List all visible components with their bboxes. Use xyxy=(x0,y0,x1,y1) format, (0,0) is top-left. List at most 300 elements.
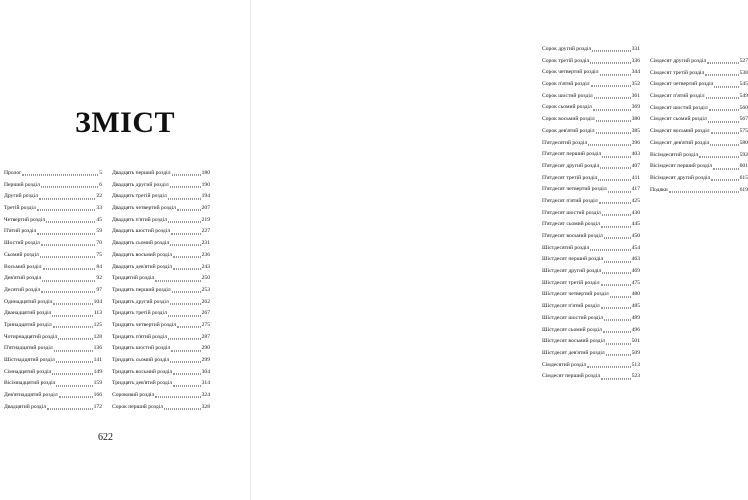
toc-entry-page: 314 xyxy=(201,380,210,387)
toc-entry-page: 236 xyxy=(201,251,210,258)
dot-leader xyxy=(56,385,92,386)
toc-entry-title: Четвертий розділ xyxy=(4,216,46,223)
toc-entry-title: Шістдесят другий розділ xyxy=(542,268,602,275)
toc-entry-page: 75 xyxy=(96,251,102,258)
dot-leader xyxy=(608,191,631,192)
toc-entry xyxy=(4,308,102,320)
toc-entry xyxy=(650,138,748,150)
toc-entry-title: Сімдесят шостий розділ xyxy=(650,104,708,111)
toc-entry xyxy=(542,301,640,313)
toc-entry-page: 469 xyxy=(631,268,640,275)
toc-entry-page: 527 xyxy=(739,58,748,64)
dot-leader xyxy=(710,145,738,146)
toc-entry xyxy=(112,250,210,262)
toc-entry-page: 262 xyxy=(201,298,210,305)
toc-entry-page: 575 xyxy=(739,128,748,135)
toc-entry-title: Сорок сьомий розділ xyxy=(542,104,592,111)
toc-entry-title: Сьомий розділ xyxy=(4,251,39,258)
toc-entry xyxy=(4,378,102,390)
toc-entry-title: П'ятдесят третій розділ xyxy=(542,174,598,181)
toc-entry xyxy=(542,138,640,150)
toc-entry-title: Сімдесят другий розділ xyxy=(650,58,707,64)
toc-entry-page: 454 xyxy=(631,244,640,251)
toc-entry-page: 159 xyxy=(93,380,102,387)
toc-entry-title: Вісімдесят другий розділ xyxy=(650,174,711,181)
toc-entry-page: 445 xyxy=(631,221,640,228)
dot-leader xyxy=(604,320,631,321)
toc-entry-title: Тридцять другий розділ xyxy=(112,298,169,305)
toc-entry-title: П'ятдесят другий розділ xyxy=(542,162,600,169)
dot-leader xyxy=(705,75,738,76)
toc-entry-title: Сорок дев'ятий розділ xyxy=(542,127,595,134)
dot-leader xyxy=(592,51,630,52)
dot-leader xyxy=(606,355,631,356)
toc-entry xyxy=(542,114,640,126)
toc-entry xyxy=(542,102,640,114)
dot-leader xyxy=(177,210,201,211)
toc-column-1 xyxy=(4,168,102,413)
dot-leader xyxy=(706,98,739,99)
toc-entry xyxy=(4,238,102,250)
dot-leader xyxy=(170,303,201,304)
dot-leader xyxy=(587,366,631,367)
toc-entry-page: 149 xyxy=(93,368,102,375)
toc-entry xyxy=(112,180,210,192)
toc-entry xyxy=(112,308,210,320)
dot-leader xyxy=(41,187,98,188)
toc-entry xyxy=(4,297,102,309)
toc-entry-title: П'ятдесят шостий розділ xyxy=(542,209,601,216)
dot-leader xyxy=(58,338,92,339)
toc-entry-page: 5 xyxy=(99,170,102,176)
dot-leader xyxy=(168,338,201,339)
toc-entry-page: 567 xyxy=(739,116,748,123)
dot-leader xyxy=(172,292,201,293)
dot-leader xyxy=(602,156,630,157)
toc-entry xyxy=(112,378,210,390)
toc-entry-title: Вісімдесятий розділ xyxy=(650,151,699,158)
toc-entry xyxy=(650,185,748,197)
dot-leader xyxy=(168,222,201,223)
dot-leader xyxy=(37,233,95,234)
toc-entry xyxy=(4,285,102,297)
toc-entry-title: Чотирнадцятий розділ xyxy=(4,333,58,340)
toc-entry-page: 545 xyxy=(739,81,748,88)
toc-entry-page: 194 xyxy=(201,193,210,200)
toc-entry-page: 369 xyxy=(631,104,640,111)
toc-entry-title: Шістдесят третій розділ xyxy=(542,279,600,286)
toc-entry-title: Перший розділ xyxy=(4,181,40,188)
toc-entry-page: 361 xyxy=(631,92,640,99)
toc-entry-page: 480 xyxy=(631,291,640,298)
dot-leader xyxy=(22,175,98,176)
toc-entry xyxy=(542,56,640,68)
toc-entry xyxy=(112,273,210,285)
toc-entry-title: Тринадцятий розділ xyxy=(4,321,52,328)
toc-entry xyxy=(112,215,210,227)
dot-leader xyxy=(37,210,96,211)
toc-entry-page: 113 xyxy=(93,310,102,317)
page-number: 622 xyxy=(98,432,113,443)
toc-entry-title: Двадцять четвертий розділ xyxy=(112,205,176,212)
toc-entry-page: 231 xyxy=(201,240,210,247)
toc-entry xyxy=(542,266,640,278)
toc-entry xyxy=(542,44,640,56)
dot-leader xyxy=(41,245,96,246)
toc-entry-page: 380 xyxy=(631,116,640,123)
toc-entry-page: 509 xyxy=(631,349,640,356)
dot-leader xyxy=(43,268,96,269)
toc-entry-page: 411 xyxy=(631,174,640,181)
dot-leader xyxy=(711,133,739,134)
toc-entry-title: Шістдесят четвертий розділ xyxy=(542,291,609,298)
toc-entry xyxy=(4,180,102,192)
toc-entry-title: Шістдесят перший розділ xyxy=(542,256,604,263)
toc-entry-page: 615 xyxy=(739,174,748,181)
toc-column-4 xyxy=(650,56,748,196)
toc-entry xyxy=(542,325,640,337)
toc-entry-page: 227 xyxy=(201,228,210,235)
dot-leader xyxy=(164,409,201,410)
left-page xyxy=(0,0,250,500)
toc-entry-page: 396 xyxy=(631,139,640,146)
dot-leader xyxy=(594,98,631,99)
dot-leader xyxy=(606,343,631,344)
dot-leader xyxy=(171,233,200,234)
toc-entry-page: 385 xyxy=(631,127,640,134)
toc-entry xyxy=(650,103,748,115)
toc-entry xyxy=(650,68,748,80)
toc-entry xyxy=(112,191,210,203)
dot-leader xyxy=(53,327,93,328)
dot-leader xyxy=(713,168,739,169)
toc-entry-title: Сімдесятий розділ xyxy=(542,361,587,368)
toc-entry-page: 475 xyxy=(631,279,640,286)
toc-entry-title: Тридцять четвертий розділ xyxy=(112,321,177,328)
toc-entry xyxy=(542,278,640,290)
toc-entry-page: 328 xyxy=(201,403,210,410)
toc-entry-title: Двадцять восьмий розділ xyxy=(112,251,173,258)
toc-entry-title: Сімдесят п'ятий розділ xyxy=(650,93,705,100)
toc-entry xyxy=(542,313,640,325)
dot-leader xyxy=(170,187,201,188)
toc-entry xyxy=(4,262,102,274)
toc-entry xyxy=(112,343,210,355)
dot-leader xyxy=(173,385,201,386)
toc-entry xyxy=(542,219,640,231)
toc-entry xyxy=(112,203,210,215)
toc-entry-title: Сімдесят дев'ятий розділ xyxy=(650,139,710,146)
toc-entry-page: 97 xyxy=(96,286,102,293)
dot-leader xyxy=(596,121,631,122)
toc-entry-page: 290 xyxy=(201,345,210,352)
toc-entry-title: Тридцять восьмий розділ xyxy=(112,368,173,375)
toc-entry-page: 485 xyxy=(631,303,640,310)
toc-entry-title: Двадцятий розділ xyxy=(4,403,47,410)
toc-entry xyxy=(542,371,640,383)
toc-entry-title: Тридцять сьомий розділ xyxy=(112,357,170,363)
toc-entry xyxy=(4,355,102,367)
toc-entry xyxy=(4,226,102,238)
toc-entry-title: Подяки xyxy=(650,186,668,193)
toc-entry xyxy=(542,126,640,138)
toc-entry-title: Сімдесят восьмий розділ xyxy=(650,128,710,135)
toc-entry-page: 336 xyxy=(631,57,640,64)
dot-leader xyxy=(591,86,631,87)
toc-entry xyxy=(542,79,640,91)
toc-entry xyxy=(542,336,640,348)
toc-entry xyxy=(112,367,210,379)
toc-entry xyxy=(4,367,102,379)
toc-entry xyxy=(542,360,640,372)
toc-entry-title: Третій розділ xyxy=(4,205,36,212)
toc-entry-title: Сімдесят четвертий розділ xyxy=(650,81,714,88)
toc-entry xyxy=(4,402,102,414)
toc-entry-page: 275 xyxy=(201,321,210,328)
toc-entry-page: 501 xyxy=(631,338,640,345)
toc-entry-title: Двадцять перший розділ xyxy=(112,170,171,176)
dot-leader xyxy=(599,203,631,204)
toc-entry xyxy=(4,332,102,344)
toc-entry-page: 166 xyxy=(93,392,102,399)
dot-leader xyxy=(699,156,738,157)
dot-leader xyxy=(168,198,201,199)
toc-entry-page: 136 xyxy=(93,345,102,352)
dot-leader xyxy=(604,238,631,239)
toc-entry xyxy=(542,161,640,173)
toc-entry-page: 592 xyxy=(739,151,748,158)
toc-entry-page: 324 xyxy=(201,392,210,399)
toc-entry-title: П'ятий розділ xyxy=(4,228,37,235)
toc-entry-title: П'ятдесят перший розділ xyxy=(542,151,602,158)
toc-entry xyxy=(650,114,748,126)
dot-leader xyxy=(170,245,200,246)
toc-entry-page: 125 xyxy=(93,321,102,328)
toc-entry-title: Шістдесят шостий розділ xyxy=(542,314,603,321)
toc-entry xyxy=(650,150,748,162)
toc-entry-page: 104 xyxy=(93,298,102,305)
dot-leader xyxy=(46,222,95,223)
toc-entry-title: Сімдесят сьомий розділ xyxy=(650,116,707,123)
dot-leader xyxy=(173,257,201,258)
toc-entry-title: П'ятдесят восьмий розділ xyxy=(542,233,603,239)
toc-entry xyxy=(112,262,210,274)
toc-entry-page: 549 xyxy=(739,93,748,100)
toc-entry-title: Одинадцятий розділ xyxy=(4,298,53,305)
toc-entry-title: Сорок третій розділ xyxy=(542,57,590,64)
toc-entry-title: Двадцять дев'ятий розділ xyxy=(112,263,172,270)
toc-entry-page: 344 xyxy=(631,69,640,76)
toc-entry xyxy=(542,173,640,185)
toc-entry xyxy=(650,126,748,138)
dot-leader xyxy=(602,214,631,215)
dot-leader xyxy=(40,257,96,258)
toc-entry-title: Сімнадцятий розділ xyxy=(4,368,52,375)
toc-entry xyxy=(542,231,640,243)
toc-entry-page: 489 xyxy=(631,314,640,321)
toc-entry-title: Сорок перший розділ xyxy=(112,403,164,410)
toc-entry-title: Сімдесят перший розділ xyxy=(542,373,601,380)
toc-entry-title: Тридцятий розділ xyxy=(112,275,155,282)
toc-entry-title: Пролог xyxy=(4,170,22,176)
toc-entry-page: 299 xyxy=(201,357,210,363)
dot-leader xyxy=(714,86,738,87)
dot-leader xyxy=(711,180,738,181)
toc-entry xyxy=(4,343,102,355)
toc-entry xyxy=(542,67,640,79)
toc-entry-title: Сорок шостий розділ xyxy=(542,92,593,99)
toc-entry-page: 513 xyxy=(631,361,640,368)
toc-entry-title: П'ятдесят сьомий розділ xyxy=(542,221,600,228)
toc-entry xyxy=(650,56,748,68)
toc-entry-title: П'ятдесятий розділ xyxy=(542,139,588,146)
dot-leader xyxy=(168,315,201,316)
toc-entry-title: Шістдесят сьомий розділ xyxy=(542,326,602,333)
toc-entry-title: Шістдесят п'ятий розділ xyxy=(542,303,600,310)
toc-entry xyxy=(542,243,640,255)
toc-entry-title: П'ятдесят четвертий розділ xyxy=(542,186,607,193)
toc-entry xyxy=(4,191,102,203)
toc-entry-title: Сорок четвертий розділ xyxy=(542,69,599,76)
dot-leader xyxy=(155,280,200,281)
toc-entry xyxy=(4,203,102,215)
toc-entry-page: 352 xyxy=(631,81,640,88)
toc-entry xyxy=(650,91,748,103)
dot-leader xyxy=(590,250,630,251)
toc-entry xyxy=(650,79,748,91)
toc-entry-page: 250 xyxy=(201,275,210,282)
toc-entry xyxy=(4,168,102,180)
toc-entry-page: 496 xyxy=(631,326,640,333)
toc-entry-page: 463 xyxy=(631,256,640,263)
toc-entry-page: 128 xyxy=(93,333,102,340)
toc-entry-page: 6 xyxy=(99,181,102,188)
toc-entry xyxy=(112,285,210,297)
toc-entry xyxy=(650,173,748,185)
toc-entry-page: 417 xyxy=(631,186,640,193)
toc-entry-page: 253 xyxy=(201,286,210,293)
dot-leader xyxy=(173,374,200,375)
toc-entry-page: 33 xyxy=(96,205,102,212)
toc-entry-page: 190 xyxy=(201,181,210,188)
toc-entry xyxy=(4,215,102,227)
dot-leader xyxy=(600,74,631,75)
toc-entry xyxy=(542,348,640,360)
toc-entry-page: 304 xyxy=(201,368,210,375)
dot-leader xyxy=(603,331,631,332)
toc-entry-title: Тридцять третій розділ xyxy=(112,310,167,317)
toc-entry-page: 267 xyxy=(201,310,210,317)
toc-entry-page: 403 xyxy=(631,151,640,158)
toc-entry-page: 580 xyxy=(739,139,748,146)
dot-leader xyxy=(601,378,631,379)
page-title: ЗМІСТ xyxy=(75,106,175,139)
dot-leader xyxy=(598,179,630,180)
toc-entry-title: Сімдесят третій розділ xyxy=(650,69,705,76)
dot-leader xyxy=(601,285,631,286)
dot-leader xyxy=(596,133,631,134)
toc-entry-title: Тридцять п'ятий розділ xyxy=(112,333,168,340)
toc-entry-title: Сорок другий розділ xyxy=(542,46,592,52)
toc-entry-page: 59 xyxy=(96,228,102,235)
toc-entry xyxy=(112,332,210,344)
toc-entry xyxy=(542,289,640,301)
dot-leader xyxy=(41,292,95,293)
toc-entry-page: 331 xyxy=(631,46,640,52)
toc-entry-title: Сорок восьмий розділ xyxy=(542,116,595,123)
dot-leader xyxy=(601,308,631,309)
toc-entry-title: Шостий розділ xyxy=(4,240,40,247)
dot-leader xyxy=(588,144,630,145)
toc-entry-title: Дванадцятий розділ xyxy=(4,310,52,317)
toc-entry xyxy=(542,196,640,208)
toc-entry xyxy=(112,355,210,367)
toc-entry-title: Двадцять п'ятий розділ xyxy=(112,216,167,223)
toc-entry-title: Двадцять сьомий розділ xyxy=(112,240,170,247)
dot-leader xyxy=(56,362,93,363)
toc-entry-page: 287 xyxy=(201,333,210,340)
toc-entry-title: Вісімдесят перший розділ xyxy=(650,163,713,170)
toc-entry xyxy=(650,161,748,173)
dot-leader xyxy=(669,191,739,192)
toc-entry xyxy=(112,390,210,402)
toc-entry xyxy=(4,390,102,402)
dot-leader xyxy=(52,374,92,375)
toc-entry-title: Вісімнадцятий розділ xyxy=(4,380,56,387)
toc-entry-page: 601 xyxy=(739,163,748,170)
toc-entry-page: 430 xyxy=(631,209,640,216)
toc-entry xyxy=(542,208,640,220)
toc-entry-title: Десятий розділ xyxy=(4,286,41,293)
toc-entry xyxy=(4,320,102,332)
toc-entry-title: Тридцять перший розділ xyxy=(112,286,171,293)
dot-leader xyxy=(54,350,93,351)
toc-entry-page: 425 xyxy=(631,197,640,204)
dot-leader xyxy=(39,198,95,199)
toc-entry-page: 180 xyxy=(201,170,210,176)
toc-entry xyxy=(542,149,640,161)
toc-entry-title: Дев'ятий розділ xyxy=(4,275,42,282)
toc-entry-title: Шістнадцятий розділ xyxy=(4,357,55,363)
toc-entry-title: Двадцять другий розділ xyxy=(112,181,169,188)
toc-entry xyxy=(542,91,640,103)
toc-entry-page: 243 xyxy=(201,263,210,270)
toc-entry-page: 70 xyxy=(96,240,102,247)
dot-leader xyxy=(177,327,201,328)
dot-leader xyxy=(610,296,631,297)
dot-leader xyxy=(172,175,201,176)
toc-entry xyxy=(4,250,102,262)
toc-entry xyxy=(112,320,210,332)
toc-entry-page: 619 xyxy=(739,186,748,193)
toc-entry xyxy=(112,297,210,309)
dot-leader xyxy=(173,268,201,269)
right-page xyxy=(250,0,748,500)
toc-entry-page: 560 xyxy=(739,104,748,111)
toc-entry xyxy=(112,238,210,250)
toc-entry xyxy=(542,184,640,196)
toc-entry-title: Шістдесятий розділ xyxy=(542,244,590,251)
dot-leader xyxy=(708,121,739,122)
toc-entry-title: Другий розділ xyxy=(4,193,38,200)
toc-column-2 xyxy=(112,168,210,413)
toc-entry-title: Шістдесят восьмий розділ xyxy=(542,338,605,345)
toc-entry xyxy=(4,273,102,285)
dot-leader xyxy=(601,226,631,227)
toc-entry-page: 450 xyxy=(631,233,640,239)
toc-entry-page: 207 xyxy=(201,205,210,212)
toc-entry-title: П'ятдесят п'ятий розділ xyxy=(542,197,598,204)
